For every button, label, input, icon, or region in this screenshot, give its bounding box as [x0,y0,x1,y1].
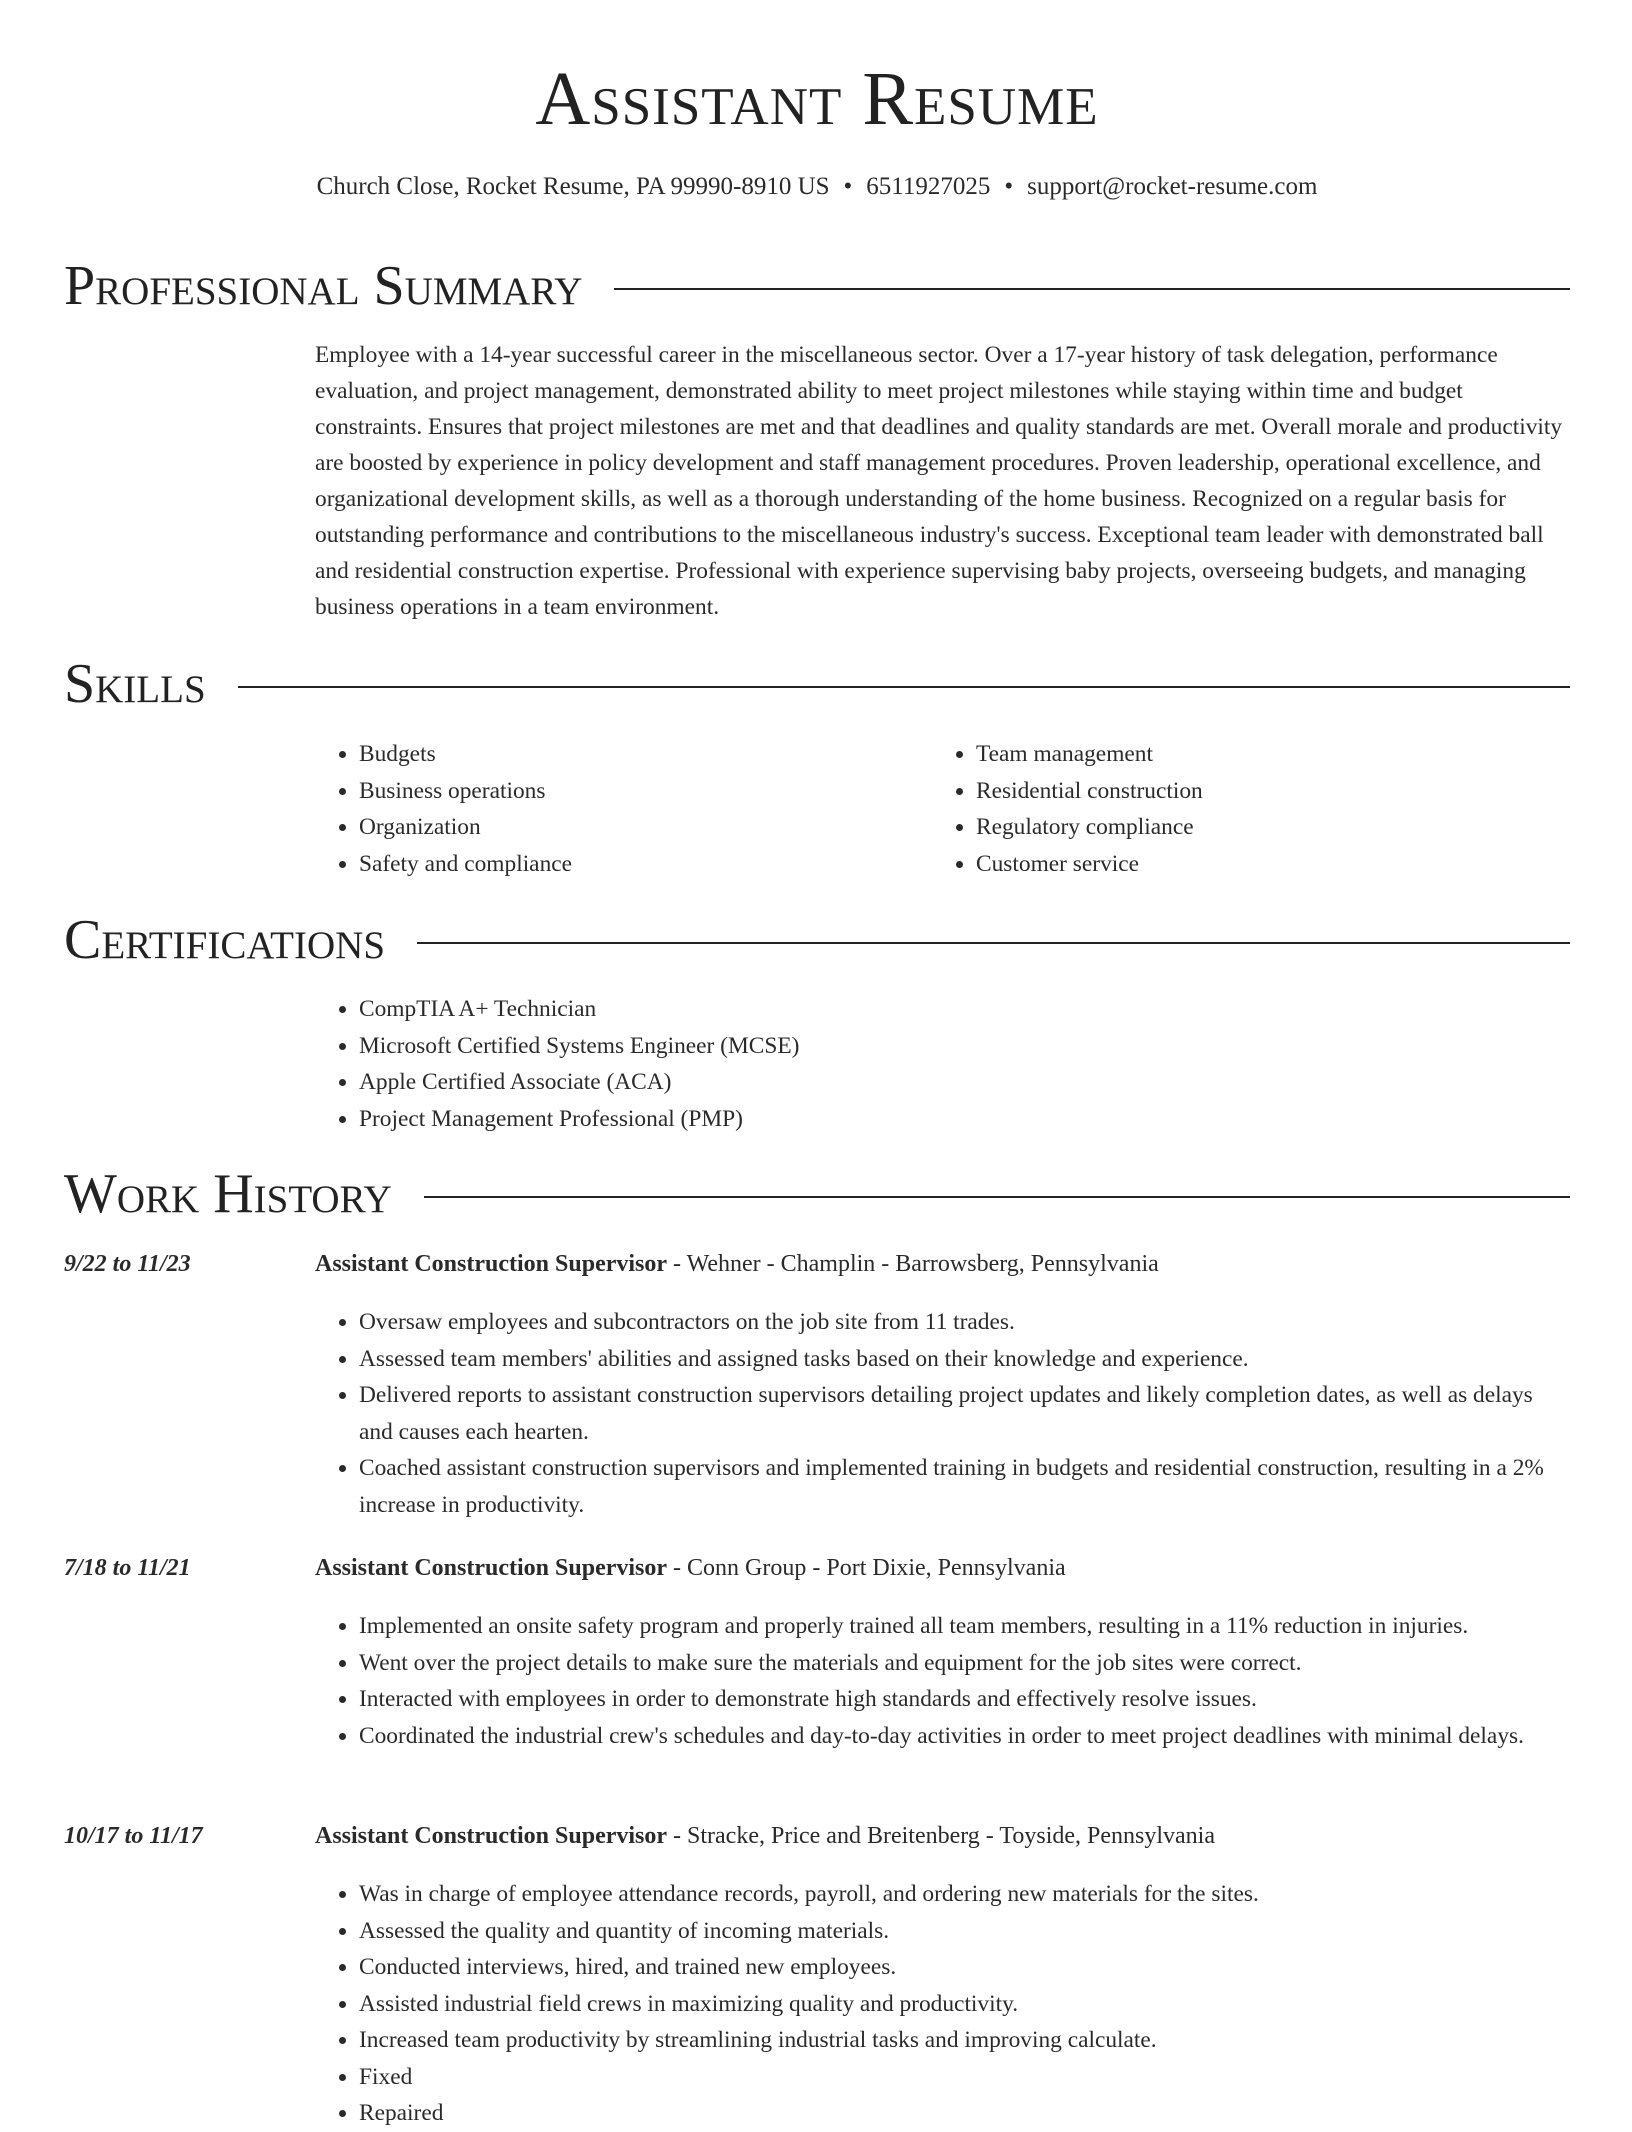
skill-item: • Budgets [359,736,932,773]
certification-item: • CompTIA A+ Technician [359,991,1570,1028]
job-details: - Conn Group - Port Dixie, Pennsylvania [667,1555,1066,1581]
contact-phone: 6511927025 [866,173,991,200]
job-bullet: • Implemented an onsite safety program and properly trained all team members, resulting in a 11% reduction in injuries. [359,1608,1570,1645]
skills-list [315,736,1570,882]
job-bullets [315,1608,1570,1754]
job-title-line [315,1251,1159,1278]
job-bullet: • Coordinated the industrial crew's schedules and day-to-day activities in order to meet project deadlines with minimal delays. [359,1718,1570,1755]
certification-item: • Project Management Professional (PMP) [359,1101,1570,1138]
job-title: Assistant Construction Supervisor [315,1251,668,1277]
contact-separator: • [1004,173,1014,200]
contact-separator: • [843,173,853,200]
summary-section-header [64,255,1570,317]
job-details: - Stracke, Price and Breitenberg - Toyside, Pennsylvania [667,1823,1215,1849]
job-bullet: • Conducted interviews, hired, and trained new employees. [359,1949,1570,1986]
job-details: - Wehner - Champlin - Barrowsberg, Pennsylvania [667,1251,1159,1277]
skills-section-header [64,653,1570,715]
job-dates: 9/22 to 11/23 [64,1251,191,1277]
work-section-header [64,1163,1570,1225]
job-bullet: • Assisted industrial field crews in maximizing quality and productivity. [359,1986,1570,2023]
job-bullet: • Assessed team members' abilities and assigned tasks based on their knowledge and experience. [359,1341,1570,1378]
skills-column-left [315,736,932,882]
job-bullet: • Coached assistant construction supervisors and implemented training in budgets and residential construction, resulting in a 2% increase in productivity. [359,1450,1570,1523]
job-bullet: • Assessed the quality and quantity of incoming materials. [359,1913,1570,1950]
skill-item: • Customer service [976,846,1549,883]
certification-item: • Microsoft Certified Systems Engineer (MCSE) [359,1028,1570,1065]
section-divider [614,288,1570,290]
job-bullet: • Interacted with employees in order to demonstrate high standards and effectively resolve issues. [359,1681,1570,1718]
skill-item: • Team management [976,736,1549,773]
contact-line [64,173,1570,201]
skill-item: • Safety and compliance [359,846,932,883]
certifications-section-title: Certifications [64,909,386,971]
work-section-title: Work History [64,1163,392,1225]
job-bullet: • Repaired [359,2095,1570,2132]
skill-item: • Organization [359,809,932,846]
resume-name: Assistant Resume [535,57,1099,141]
skill-item: • Residential construction [976,773,1549,810]
job-title: Assistant Construction Supervisor [315,1555,668,1581]
section-divider [417,942,1570,944]
summary-text: Employee with a 14-year successful career in the miscellaneous sector. Over a 17-year history of task delegation, performance evaluation, and project management, demonstrated ability to meet project milestones while staying within time and budget constraints. Ensures that project milestones are met and that deadlines and quality standards are met. Overall morale and productivity are boosted by experience in policy development and staff management procedures. Proven leadership, operational excellence, and organizational development skills, as well as a thorough understanding of the home business. Recognized on a regular basis for outstanding performance and contributions to the miscellaneous industry's success. Exceptional team leader with demonstrated ball and residential construction expertise. Professional with experience supervising baby projects, overseeing budgets, and managing business operations in a team environment. [315,342,1563,620]
job-title-line [315,1555,1066,1582]
skill-item: • Business operations [359,773,932,810]
contact-email: support@rocket-resume.com [1027,173,1318,200]
job-title-line [315,1823,1215,1850]
section-divider [424,1196,1570,1198]
certifications-list [315,991,1570,1137]
skills-section-title: Skills [64,653,206,715]
job-bullet: • Delivered reports to assistant construction supervisors detailing project updates and likely completion dates, as well as delays and causes each hearten. [359,1377,1570,1450]
certification-item: • Apple Certified Associate (ACA) [359,1064,1570,1101]
job-bullets [315,1304,1570,1523]
section-divider [238,686,1570,688]
job-dates: 10/17 to 11/17 [64,1823,203,1849]
skills-column-right [932,736,1549,882]
skill-item: • Regulatory compliance [976,809,1549,846]
resume-page [64,0,1570,2126]
summary-section-title: Professional Summary [64,255,583,317]
job-bullet: • Oversaw employees and subcontractors on the job site from 11 trades. [359,1304,1570,1341]
job-title: Assistant Construction Supervisor [315,1823,668,1849]
job-bullet: • Went over the project details to make sure the materials and equipment for the job sites were correct. [359,1645,1570,1682]
job-bullet: • Was in charge of employee attendance records, payroll, and ordering new materials for the sites. [359,1876,1570,1913]
certifications-section-header [64,909,1570,971]
job-bullets [315,1876,1570,2132]
contact-address: Church Close, Rocket Resume, PA 99990-8910 US [316,173,830,200]
job-dates: 7/18 to 11/21 [64,1555,191,1581]
job-bullet: • Fixed [359,2059,1570,2096]
job-bullet: • Increased team productivity by streamlining industrial tasks and improving calculate. [359,2022,1570,2059]
